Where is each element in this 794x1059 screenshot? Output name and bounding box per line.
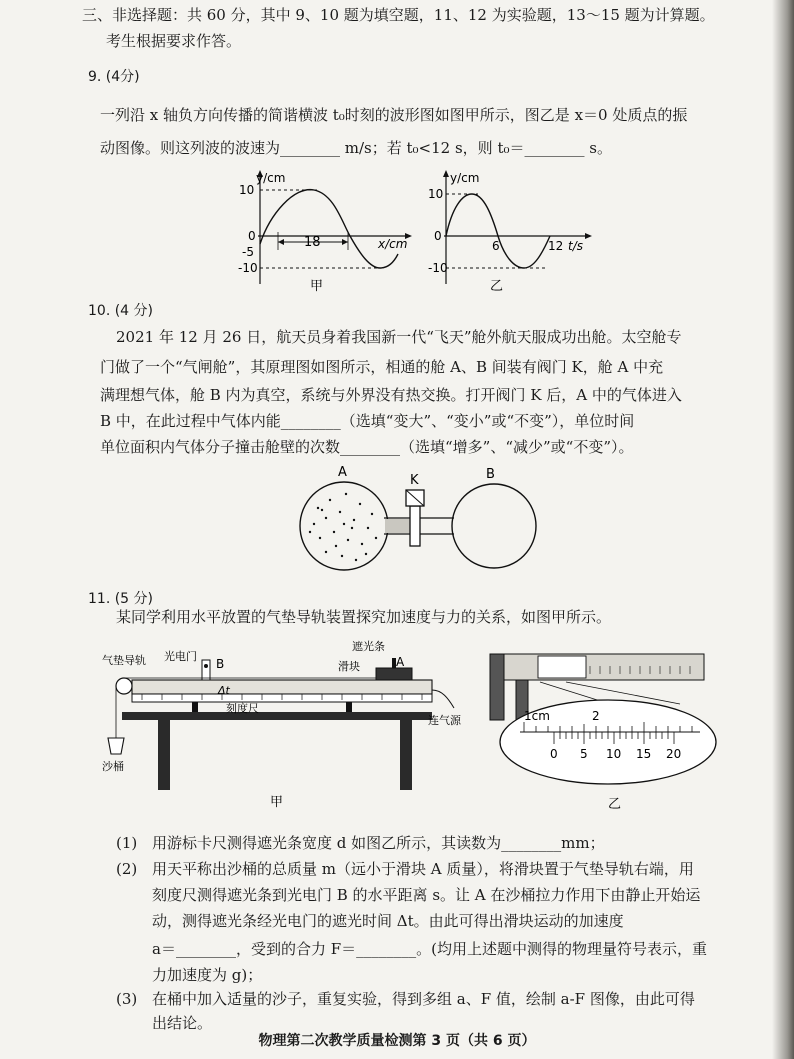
dt-label: Δt: [218, 684, 230, 697]
q9-text-line2: 动图像。则这列波的波速为________ m/s；若 t₀<12 s，则 t₀＝________ s。: [100, 139, 612, 157]
q11-airtrack-figure: [102, 638, 462, 808]
rail-label: 气垫导轨: [102, 654, 146, 667]
q11-p3-line1: 在桶中加入适量的沙子，重复实验，得到多组 a、F 值，绘制 a-F 图像，由此可得: [152, 990, 695, 1008]
valve-k-label: K: [410, 473, 419, 488]
caliper-caption: 乙: [608, 797, 622, 812]
q11-p1-text: 用游标卡尺测得遮光条宽度 d 如图乙所示，其读数为________mm；: [152, 834, 605, 852]
q10-text-line1: 2021 年 12 月 26 日，航天员身着我国新一代“飞天”舱外航天服成功出舱。太空舱专: [116, 328, 682, 346]
vib-tick-12: 12: [548, 239, 564, 253]
q9-vibration-figure: [428, 166, 598, 296]
q11-intro: 某同学利用水平放置的气垫导轨装置探究加速度与力的关系，如图甲所示。: [116, 608, 612, 626]
wave-tick-10: 10: [239, 183, 255, 197]
wave-caption: 甲: [310, 279, 324, 294]
vernier-tick-0: 0: [550, 747, 558, 761]
airtrack-caption: 甲: [270, 795, 284, 808]
photogate-label: 光电门: [164, 650, 197, 663]
caliper-unit-label: 1cm: [524, 709, 550, 723]
vernier-tick-20: 20: [666, 747, 682, 761]
vib-xlabel: t/s: [568, 239, 583, 253]
q11-p2-number: (2): [116, 860, 138, 878]
page-footer: 物理第二次教学质量检测第 3 页（共 6 页）: [258, 1033, 536, 1049]
shade-strip-label: 遮光条: [352, 640, 385, 653]
q10-text-line2: 门做了一个“气闸舱”，其原理图如图所示，相通的舱 A、B 间装有阀门 K，舱 A 中充: [100, 358, 664, 376]
chamber-a-label: A: [338, 465, 347, 480]
chamber-b-label: B: [486, 467, 495, 482]
q10-number: 10. (4 分): [88, 303, 153, 319]
wave-ylabel: y/cm: [256, 171, 286, 185]
vib-tick-6: 6: [492, 239, 500, 253]
caliper-main-tick: 2: [592, 709, 600, 723]
q9-text-line1: 一列沿 x 轴负方向传播的简谐横波 t₀时刻的波形图如图甲所示，图乙是 x＝0 处质点的振: [100, 106, 688, 124]
vernier-tick-10: 10: [606, 747, 622, 761]
wave-tick-neg5: -5: [242, 245, 254, 259]
vernier-tick-15: 15: [636, 747, 652, 761]
wave-tick-neg10: -10: [238, 261, 258, 275]
sand-bucket-label: 沙桶: [102, 760, 124, 773]
slider-label: 滑块: [338, 660, 360, 673]
vib-tick-neg10: -10: [428, 261, 448, 275]
q11-p2-line3: 动，测得遮光条经光电门的遮光时间 Δt。由此可得出滑块运动的加速度: [152, 912, 624, 930]
photogate-b-label: B: [216, 657, 225, 671]
q11-p3-line2: 出结论。: [152, 1014, 213, 1032]
page-edge-shadow: [772, 0, 794, 1059]
q11-p2-line5: 力加速度为 g)；: [152, 966, 263, 984]
q10-airlock-figure: [296, 462, 586, 580]
q11-p2-line1: 用天平称出沙桶的总质量 m（远小于滑块 A 质量），将滑块置于气垫导轨右端，用: [152, 860, 694, 878]
wave-xlabel: x/cm: [378, 237, 408, 251]
q11-p2-line2: 刻度尺测得遮光条到光电门 B 的水平距离 s。让 A 在沙桶拉力作用下由静止开始运: [152, 886, 701, 904]
vib-ylabel: y/cm: [450, 171, 480, 185]
section-header-line1: 三、非选择题：共 60 分，其中 9、10 题为填空题，11、12 为实验题，13～15 题为计算题。: [82, 6, 715, 24]
q10-text-line4: B 中，在此过程中气体内能________（选填“变大”、“变小”或“不变”），单位时间: [100, 412, 635, 430]
q10-text-line3: 满理想气体，舱 B 内为真空，系统与外界没有热交换。打开阀门 K 后，A 中的气体进入: [100, 386, 682, 404]
air-source-label: 连气源: [428, 714, 461, 727]
q9-number: 9. (4分): [88, 69, 140, 85]
q9-wave-figure: [238, 166, 418, 296]
q11-p3-number: (3): [116, 990, 138, 1008]
q11-number: 11. (5 分): [88, 591, 153, 607]
vib-tick-0: 0: [434, 229, 442, 243]
q11-p1-number: (1): [116, 834, 138, 852]
vernier-tick-5: 5: [580, 747, 588, 761]
ruler-label: 刻度尺: [226, 702, 259, 715]
q11-p2-line4: a＝________，受到的合力 F＝________。(均用上述题中测得的物理量符号表示，重: [152, 940, 707, 958]
q10-text-line5: 单位面积内气体分子撞击舱壁的次数________（选填“增多”、“减少”或“不变”）。: [100, 438, 634, 456]
wave-span-label: 18: [304, 235, 321, 250]
wave-tick-0: 0: [248, 229, 256, 243]
vib-tick-10: 10: [428, 187, 444, 201]
vib-caption: 乙: [490, 279, 504, 294]
section-header-line2: 考生根据要求作答。: [106, 32, 242, 50]
slider-a-label: A: [396, 655, 405, 669]
q11-caliper-figure: [480, 636, 720, 812]
